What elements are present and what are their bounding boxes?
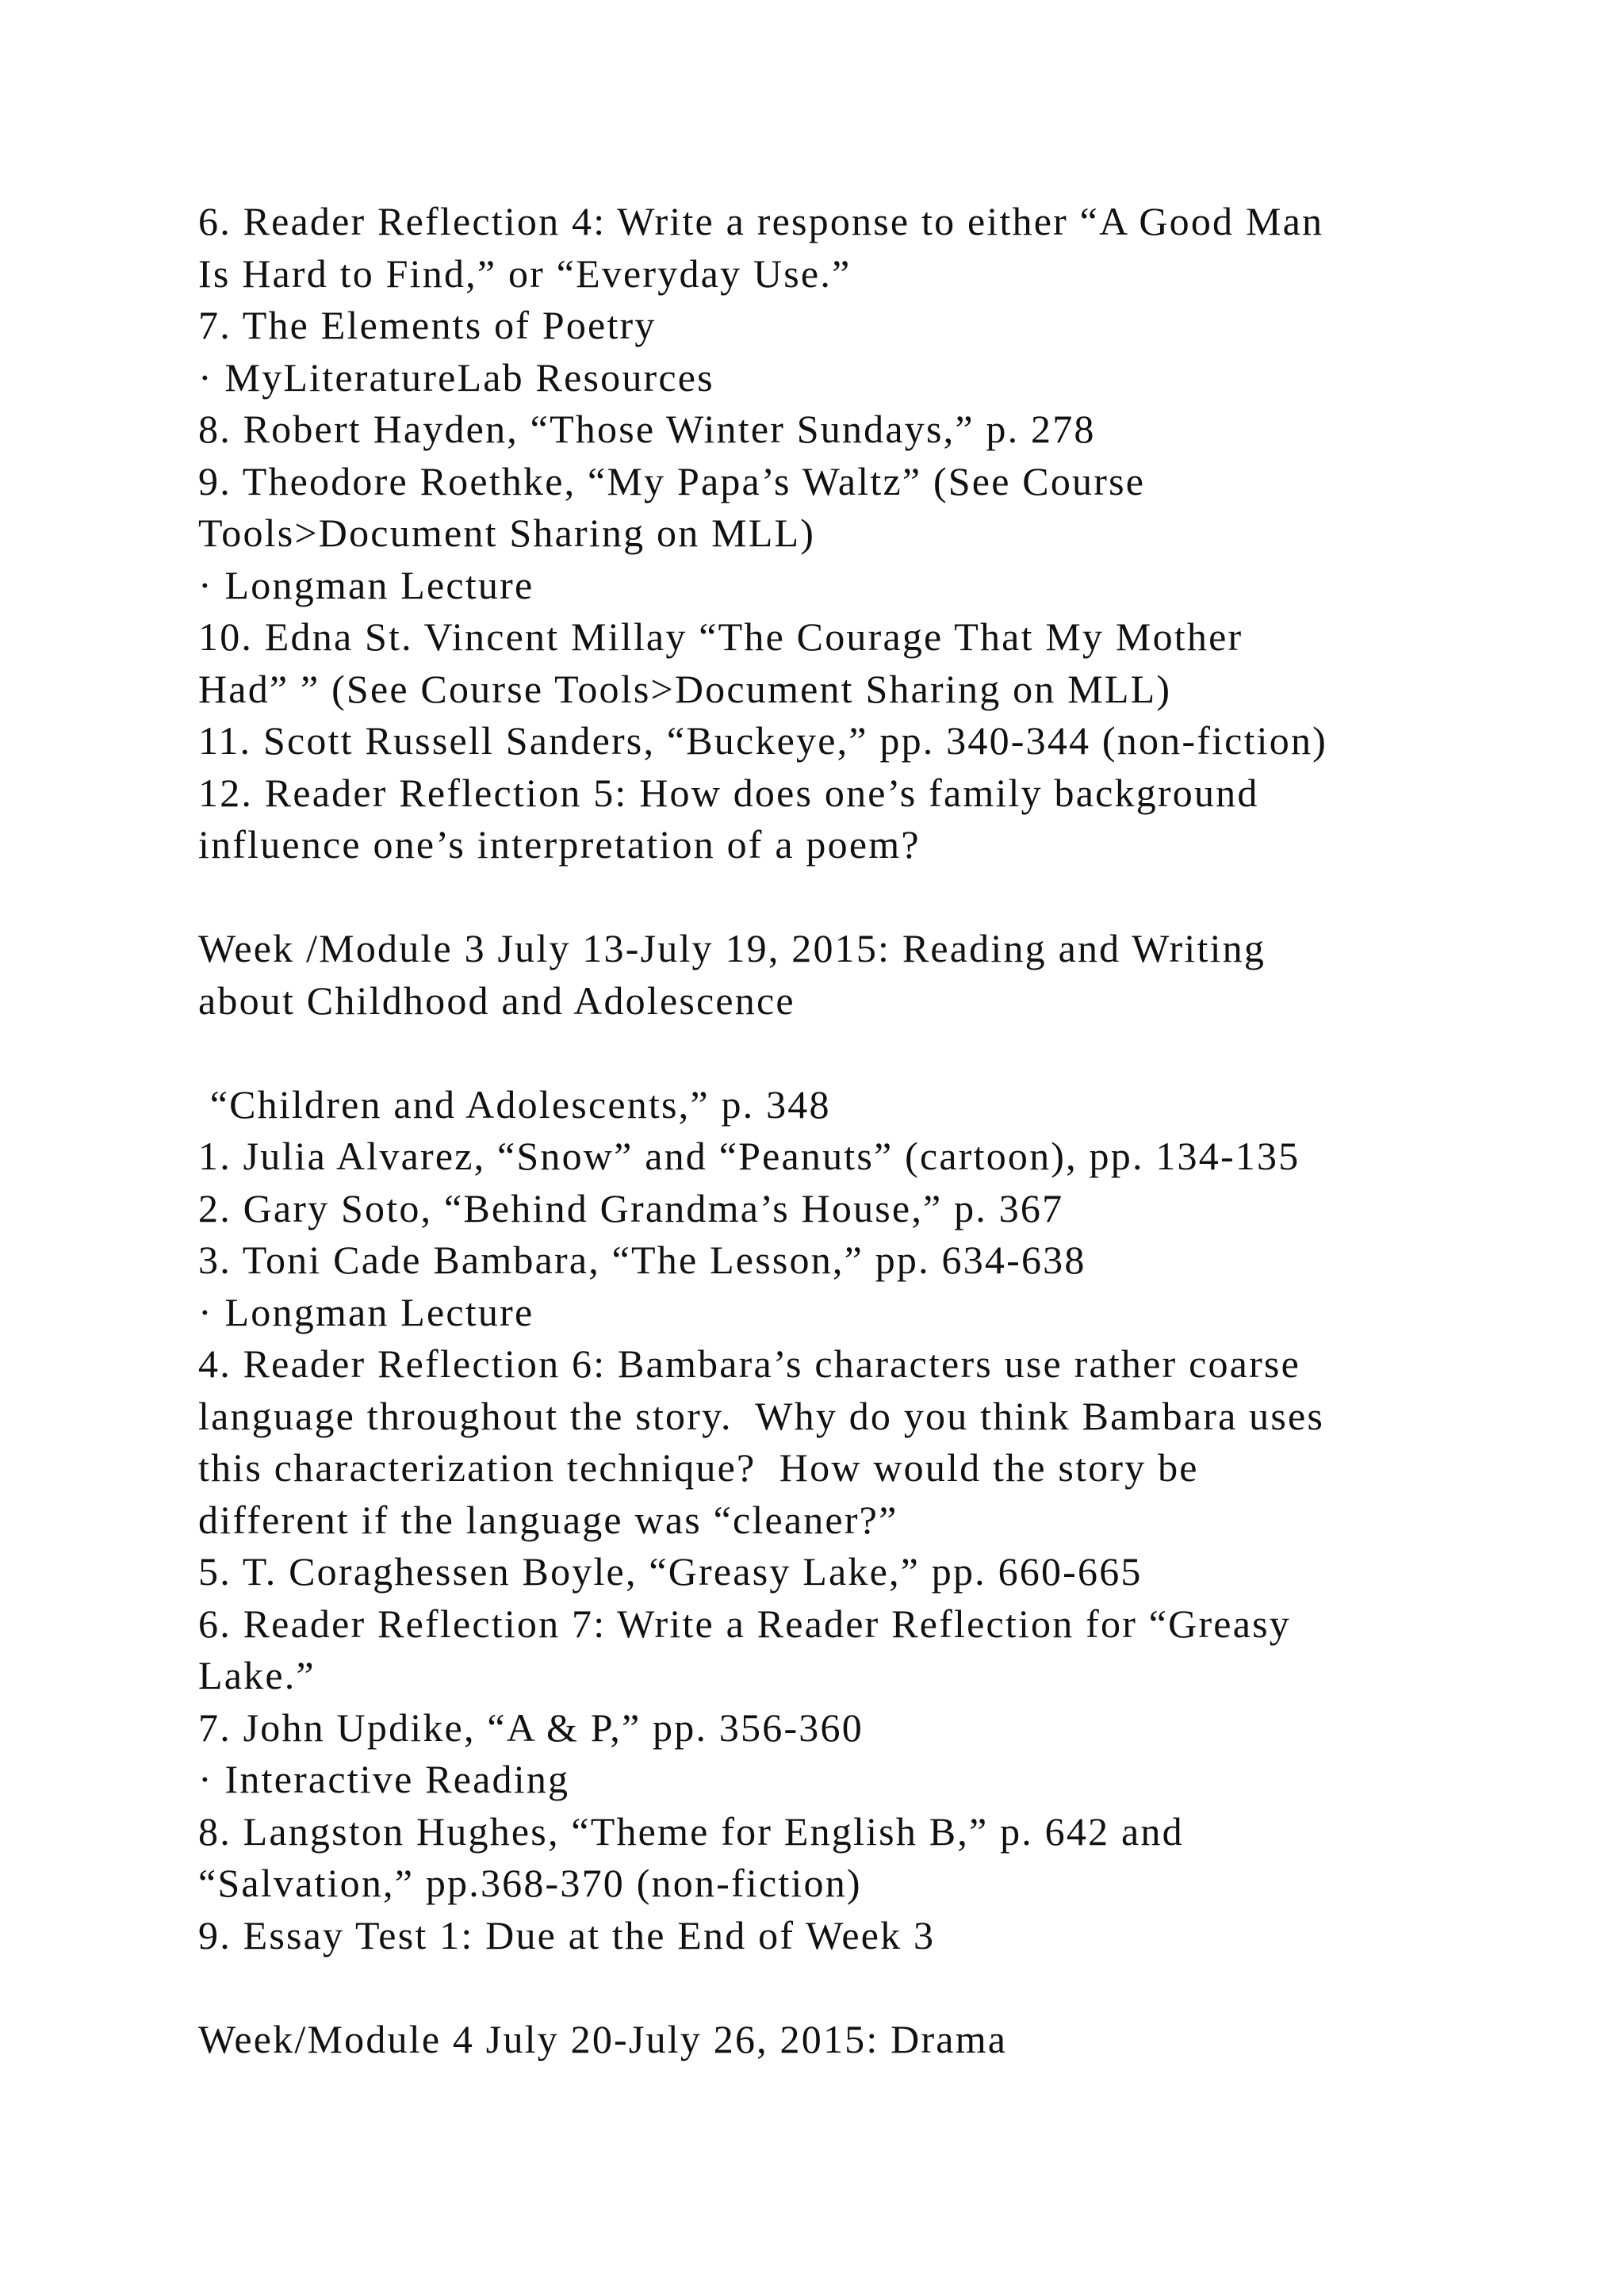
text-line: 4. Reader Reflection 6: Bambara’s characters use rather coarse <box>198 1341 1300 1386</box>
blank-line <box>198 871 1562 924</box>
text-line: · MyLiteratureLab Resources <box>198 354 714 400</box>
section-heading: Week/Module 4 July 20-July 26, 2015: Drama <box>198 2016 1008 2061</box>
text-line: 9. Essay Test 1: Due at the End of Week 3 <box>198 1912 936 1957</box>
text-line: “Salvation,” pp.368-370 (non-fiction) <box>198 1861 862 1905</box>
text-line: this characterization technique? How would the story be <box>198 1445 1199 1490</box>
section-heading: Week /Module 3 July 13-July 19, 2015: Reading and Writing <box>198 926 1266 970</box>
section-heading: about Childhood and Adolescence <box>198 978 795 1023</box>
text-line: 11. Scott Russell Sanders, “Buckeye,” pp. 340-344 (non-fiction) <box>198 718 1328 763</box>
text-line: · Longman Lecture <box>198 562 534 607</box>
text-line: 6. Reader Reflection 7: Write a Reader Reflection for “Greasy <box>198 1601 1291 1646</box>
text-line: · Interactive Reading <box>198 1757 570 1801</box>
text-line: Is Hard to Find,” or “Everyday Use.” <box>198 251 852 296</box>
text-line: 7. John Updike, “A & P,” pp. 356-360 <box>198 1705 864 1750</box>
text-line: influence one’s interpretation of a poem? <box>198 822 921 867</box>
text-line: 8. Robert Hayden, “Those Winter Sundays,” p. 278 <box>198 407 1096 451</box>
text-line: 12. Reader Reflection 5: How does one’s family background <box>198 770 1259 815</box>
text-line: 10. Edna St. Vincent Millay “The Courage That My Mother <box>198 614 1243 659</box>
text-line: 3. Toni Cade Bambara, “The Lesson,” pp. 634-638 <box>198 1238 1086 1282</box>
text-line: 1. Julia Alvarez, “Snow” and “Peanuts” (cartoon), pp. 134-135 <box>198 1134 1300 1178</box>
text-line: 5. T. Coraghessen Boyle, “Greasy Lake,” pp. 660-665 <box>198 1549 1143 1594</box>
text-line: 2. Gary Soto, “Behind Grandma’s House,” p. 367 <box>198 1185 1064 1230</box>
document-body <box>198 196 1562 2065</box>
blank-line <box>198 1027 1562 1079</box>
text-line: 8. Langston Hughes, “Theme for English B,” p. 642 and <box>198 1808 1184 1854</box>
text-line: language throughout the story. Why do you think Bambara uses <box>198 1393 1325 1438</box>
text-line: 9. Theodore Roethke, “My Papa’s Waltz” (See Course <box>198 458 1146 503</box>
text-line: 6. Reader Reflection 4: Write a response to either “A Good Man <box>198 199 1324 243</box>
text-line: 7. The Elements of Poetry <box>198 303 657 347</box>
text-line: Had” ” (See Course Tools>Document Sharing on MLL) <box>198 666 1172 711</box>
text-line: Tools>Document Sharing on MLL) <box>198 511 816 555</box>
text-line: “Children and Adolescents,” p. 348 <box>198 1081 831 1127</box>
text-line: Lake.” <box>198 1653 316 1697</box>
blank-line <box>198 1961 1562 2014</box>
text-line: · Longman Lecture <box>198 1289 534 1334</box>
text-line: different if the language was “cleaner?” <box>198 1497 898 1542</box>
